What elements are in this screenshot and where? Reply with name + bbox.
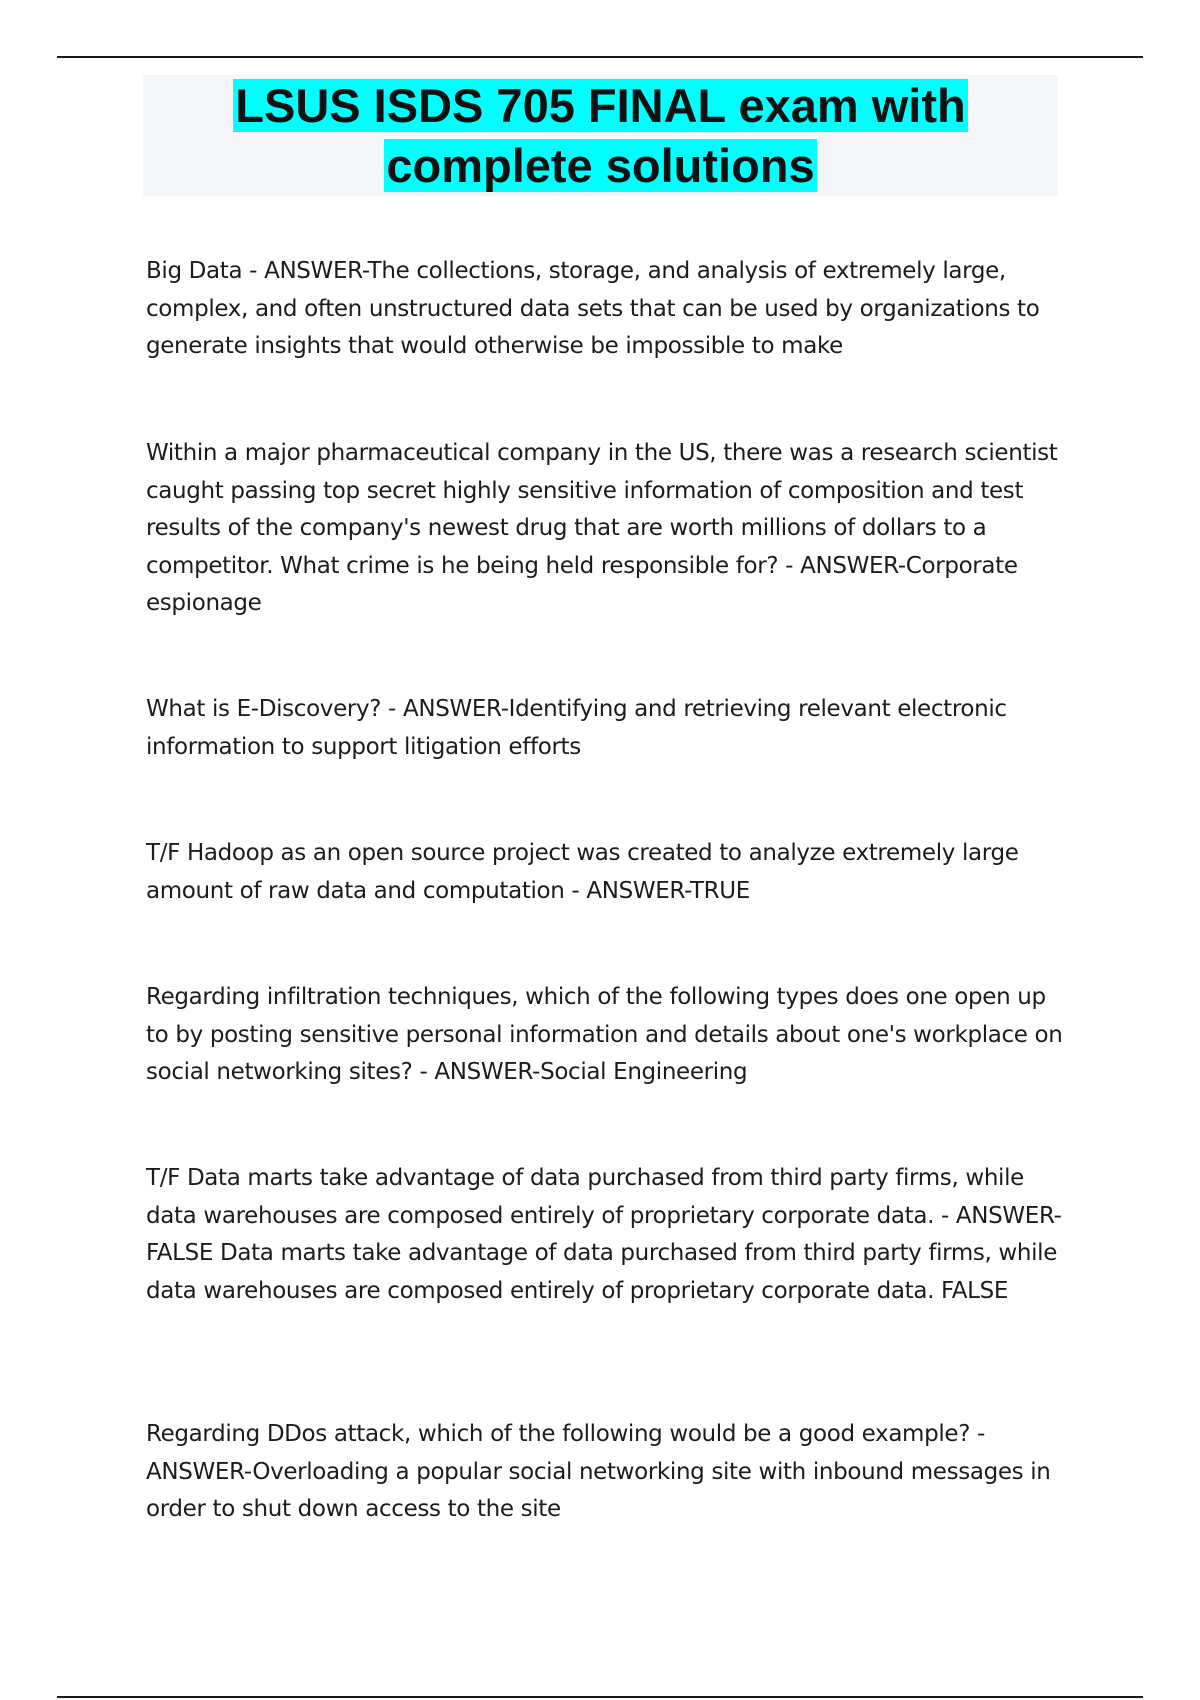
page-title: LSUS ISDS 705 FINAL exam with complete solutions (235, 79, 966, 192)
qa-item: What is E-Discovery? - ANSWER-Identifying and retrieving relevant electronic information to support litigation efforts (146, 696, 1007, 760)
title-banner (143, 75, 1058, 196)
qa-item: Regarding DDos attack, which of the following would be a good example? - ANSWER-Overloading a popular social networking site with inbound messages in order to shut down access to the site (146, 1421, 1051, 1522)
bottom-rule (57, 1696, 1143, 1698)
qa-item: Regarding infiltration techniques, which of the following types does one open up to by posting sensitive personal information and details about one's workplace on social networking sites? - ANSWER-Social Engineering (146, 984, 1063, 1085)
top-rule (57, 56, 1143, 58)
qa-item: T/F Data marts take advantage of data purchased from third party firms, while data warehouses are composed entirely of proprietary corporate data. - ANSWER-FALSE Data marts take advantage of data purchased from third party firms, while data warehouses are composed entirely of proprietary corporate data. FALSE (146, 1165, 1062, 1304)
qa-item: Within a major pharmaceutical company in the US, there was a research scientist caught passing top secret highly sensitive information of composition and test results of the company's newest drug that are worth millions of dollars to a competitor. What crime is he being held responsible for? - ANSWER-Corporate espionage (146, 440, 1058, 616)
qa-item: Big Data - ANSWER-The collections, storage, and analysis of extremely large, complex, and often unstructured data sets that can be used by organizations to generate insights that would otherwise be impossible to make (146, 258, 1040, 359)
qa-item: T/F Hadoop as an open source project was created to analyze extremely large amount of raw data and computation - ANSWER-TRUE (146, 840, 1019, 904)
